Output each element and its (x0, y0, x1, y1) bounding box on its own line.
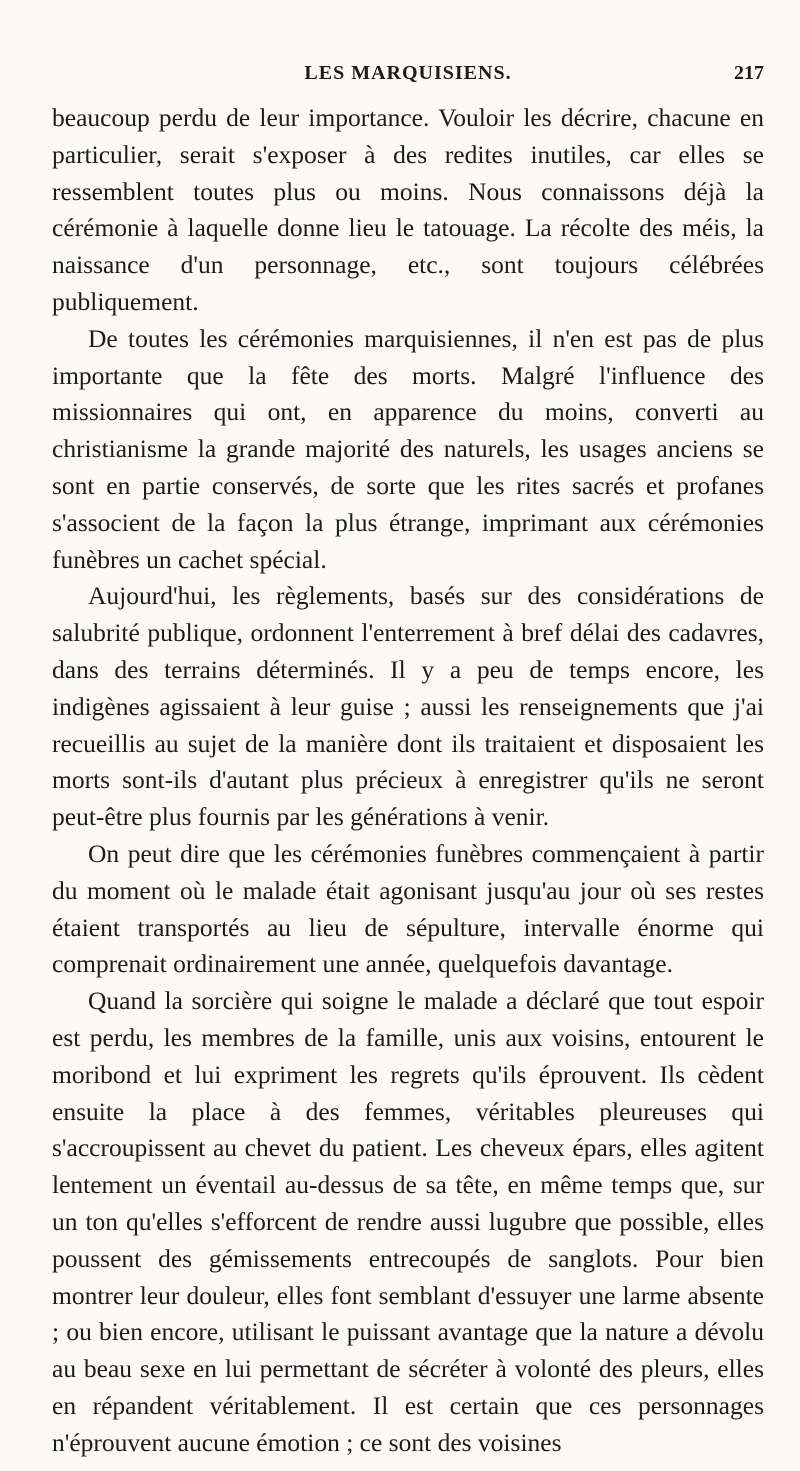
running-title: LES MARQUISIENS. (304, 62, 512, 84)
page-number: 217 (734, 62, 764, 84)
paragraph-sorciere: Quand la sorcière qui soigne le malade a déclaré que tout espoir est perdu, les membres de la famille, unis aux voisins, entourent le moribond et lui expriment les regrets qu'ils éprouvent. Ils cèdent ensuite la place à des femmes, véritables pleureuses qui s'accroupissent au chevet du patient. Les cheveux épars, elles agitent lentement un éventail au-dessus de sa tête, en même temps que, sur un ton qu'elles s'efforcent de rendre aussi lugubre que possible, elles poussent des gémissements entrecoupés de sanglots. Pour bien montrer leur douleur, elles font semblant d'essuyer une larme absente ; ou bien encore, utilisant le puissant avantage que la nature a dévolu au beau sexe en lui permettant de sécréter à volonté des pleurs, elles en répandent véritablement. Il est certain que ces personnages n'éprouvent aucune émotion ; ce sont des voisines (52, 986, 764, 1457)
running-head (52, 62, 764, 92)
paragraph-continuation: beaucoup perdu de leur importance. Vouloir les décrire, chacune en particulier, serait s'exposer à des redites inutiles, car elles se ressemblent toutes plus ou moins. Nous connaissons déjà la cérémonie à laquelle donne lieu le tatouage. La récolte des méis, la naissance d'un personnage, etc., sont toujours célébrées publiquement. (52, 103, 764, 316)
paragraph-reglements: Aujourd'hui, les règlements, basés sur des considérations de salubrité publique, ordonnent l'enterrement à bref délai des cadavres, dans des terrains déterminés. Il y a peu de temps encore, les indigènes agissaient à leur guise ; aussi les renseignements que j'ai recueillis au sujet de la manière dont ils traitaient et disposaient les morts sont-ils d'autant plus précieux à enregistrer qu'ils ne seront peut-être plus fournis par les générations à venir. (52, 581, 764, 832)
paragraph-ceremonies-funebres: On peut dire que les cérémonies funèbres commençaient à partir du moment où le malade était agonisant jusqu'au jour où ses restes étaient transportés au lieu de sépulture, intervalle énorme qui comprenait ordinairement une année, quelquefois davantage. (52, 838, 764, 979)
body-text (52, 100, 764, 1461)
paragraph-fete-des-morts: De toutes les cérémonies marquisiennes, il n'en est pas de plus importante que la fête des morts. Malgré l'influence des missionnaires qui ont, en apparence du moins, converti au christianisme la grande majorité des naturels, les usages anciens se sont en partie conservés, de sorte que les rites sacrés et profanes s'associent de la façon la plus étrange, imprimant aux cérémonies funèbres un cachet spécial. (52, 323, 764, 574)
